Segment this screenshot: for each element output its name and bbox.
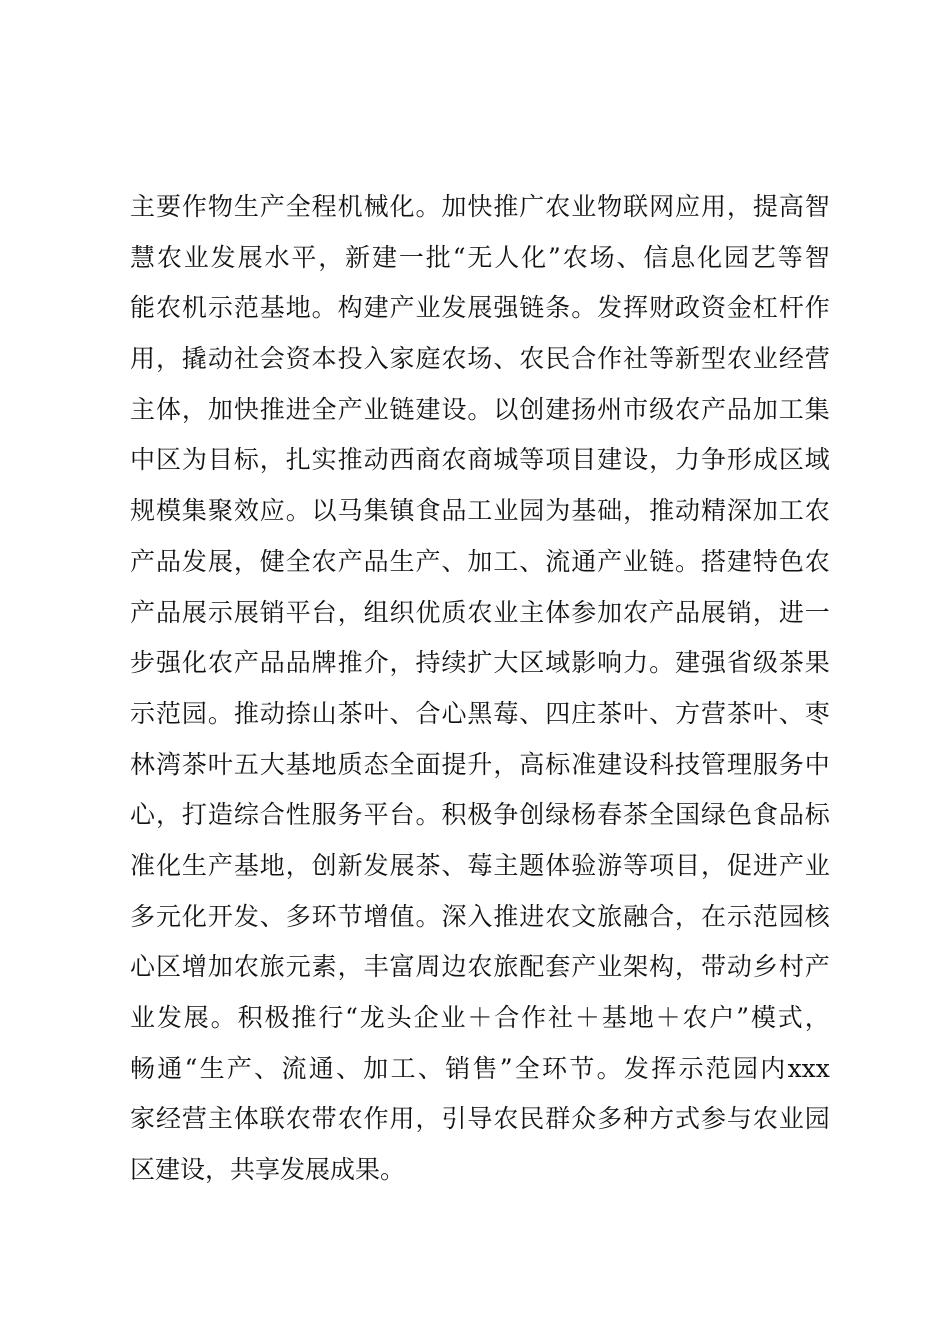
text-line: 主 要 作 物 生 产 全 程 机 械 化 。 加 快 推 广 农 业 物 联 网 应 用 ， 提 高 智	[130, 192, 830, 221]
text-line: 能 农 机 示 范 基 地 。 构 建 产 业 发 展 强 链 条 。 发 挥 财 政 资 金 杠 杆 作	[130, 293, 830, 323]
text-line: 步 强 化 农 产 品 品 牌 推 介 ， 持 续 扩 大 区 域 影 响 力 。 建 强 省 级 茶 果	[130, 648, 830, 678]
text-line: 示 范 园 。 推 动 捺 山 茶 叶 、 合 心 黑 莓 、 四 庄 茶 叶 、 方 营 茶 叶 、 枣	[130, 698, 830, 728]
text-line: 产 品 发 展 ， 健 全 农 产 品 生 产 、 加 工 、 流 通 产 业 链 。 搭 建 特 色 农	[130, 546, 830, 576]
text-line: 业 发 展 。 积 极 推 行 “ 龙 头 企 业 ＋ 合 作 社 ＋ 基 地 ＋ 农 户 ” 模 式 ，	[130, 1003, 830, 1032]
text-line: 区建设，共享发展成果。	[130, 1155, 406, 1185]
text-line: 畅 通 “ 生 产 、 流 通 、 加 工 、 销 售 ” 全 环 节 。 发 挥 示 范 园 内 xxx	[130, 1053, 830, 1083]
text-line: 慧 农 业 发 展 水 平 ， 新 建 一 批 “ 无 人 化 ” 农 场 、 信 息 化 园 艺 等 智	[130, 242, 830, 272]
text-line: 家 经 营 主 体 联 农 带 农 作 用 ， 引 导 农 民 群 众 多 种 方 式 参 与 农 业 园	[130, 1104, 830, 1134]
body-paragraph	[130, 182, 830, 1196]
text-line: 多 元 化 开 发 、 多 环 节 增 值 。 深 入 推 进 农 文 旅 融 合 ， 在 示 范 园 核	[130, 901, 830, 931]
text-line: 准 化 生 产 基 地 ， 创 新 发 展 茶 、 莓 主 题 体 验 游 等 项 目 ， 促 进 产 业	[130, 850, 830, 880]
text-line: 林 湾 茶 叶 五 大 基 地 质 态 全 面 提 升 ， 高 标 准 建 设 科 技 管 理 服 务 中	[130, 749, 830, 779]
text-line: 中 区 为 目 标 ， 扎 实 推 动 西 商 农 商 城 等 项 目 建 设 ， 力 争 形 成 区 域	[130, 445, 830, 475]
text-line: 规 模 集 聚 效 应 。 以 马 集 镇 食 品 工 业 园 为 基 础 ， 推 动 精 深 加 工 农	[130, 496, 830, 526]
text-line: 心 ， 打 造 综 合 性 服 务 平 台 。 积 极 争 创 绿 杨 春 茶 全 国 绿 色 食 品 标	[130, 800, 830, 830]
text-line: 产 品 展 示 展 销 平 台 ， 组 织 优 质 农 业 主 体 参 加 农 产 品 展 销 ， 进 一	[130, 597, 830, 627]
text-line: 用 ， 撬 动 社 会 资 本 投 入 家 庭 农 场 、 农 民 合 作 社 等 新 型 农 业 经 营	[130, 344, 830, 374]
text-line: 主 体 ， 加 快 推 进 全 产 业 链 建 设 。 以 创 建 扬 州 市 级 农 产 品 加 工 集	[130, 394, 830, 424]
text-line: 心 区 增 加 农 旅 元 素 ， 丰 富 周 边 农 旅 配 套 产 业 架 构 ， 带 动 乡 村 产	[130, 952, 830, 982]
